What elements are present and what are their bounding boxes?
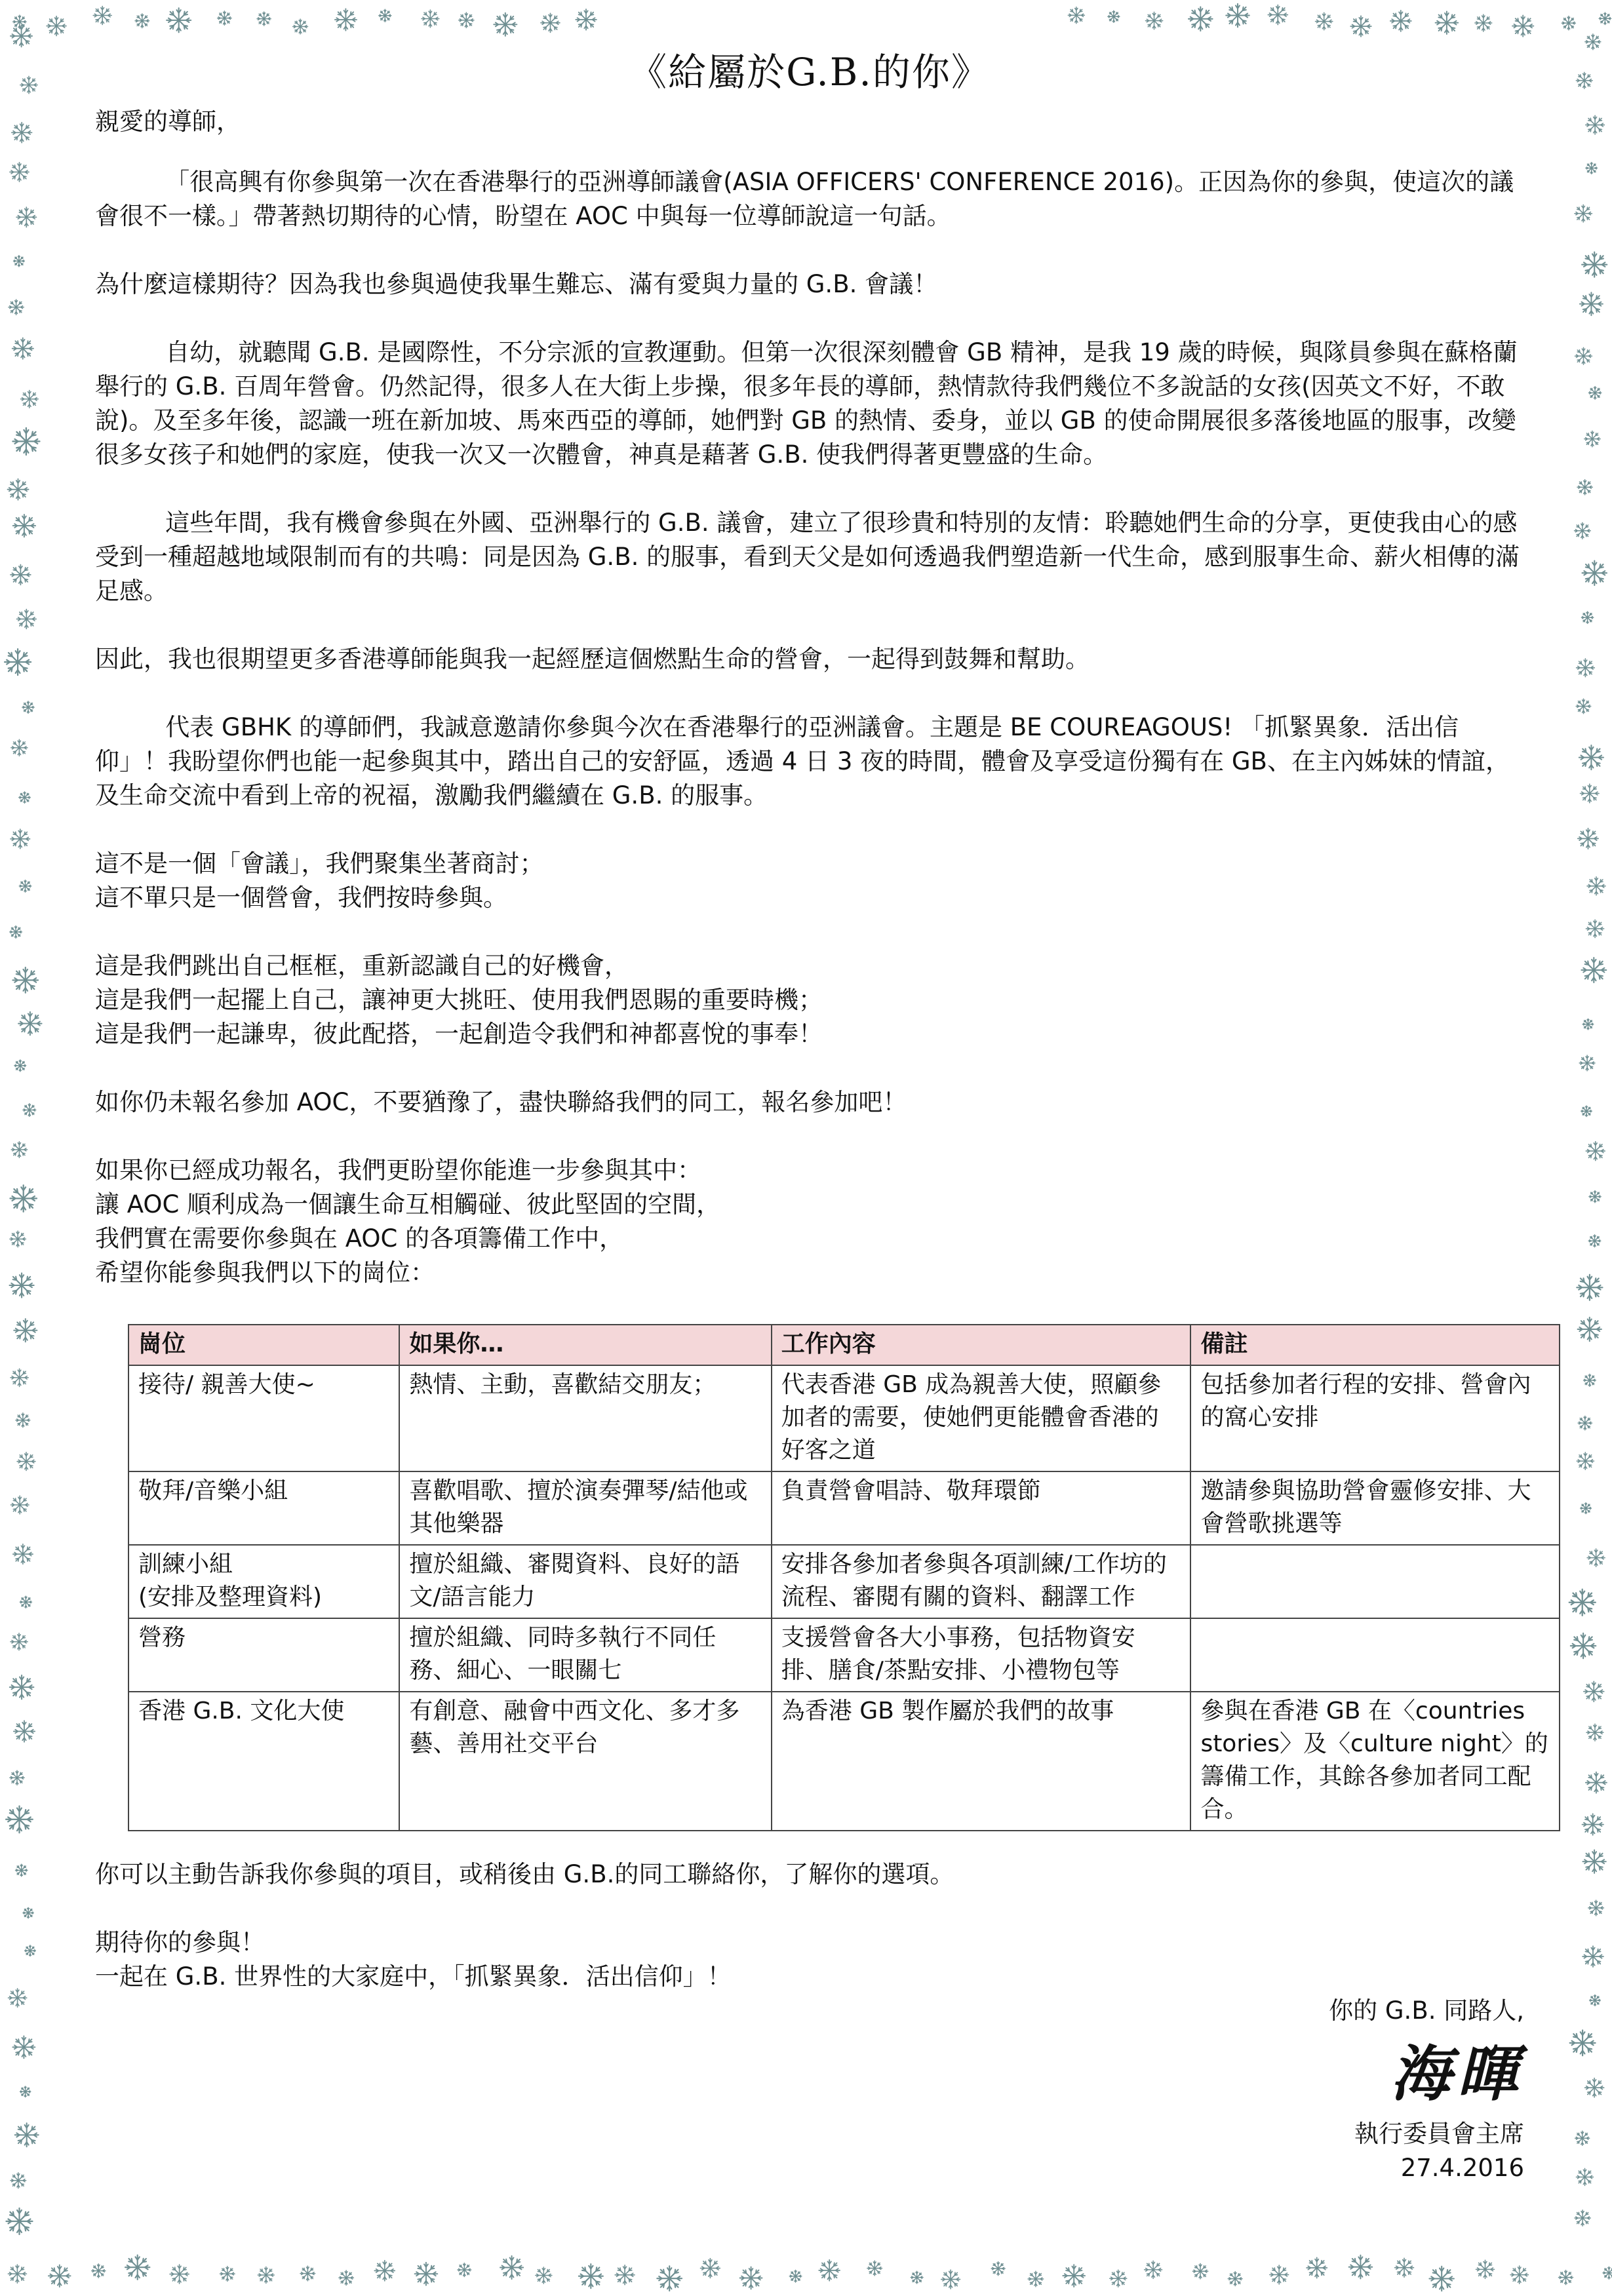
snowflake-icon xyxy=(1575,347,1592,364)
snowflake-icon xyxy=(1586,163,1598,174)
snowflake-icon xyxy=(10,1633,28,1650)
letter-date: 27.4.2016 xyxy=(1400,2154,1524,2182)
snowflake-icon xyxy=(1579,1055,1595,1071)
salutation: 親愛的導師， xyxy=(95,107,241,136)
snowflake-icon xyxy=(257,12,271,26)
table-cell xyxy=(1190,1618,1560,1692)
table-row xyxy=(128,1471,1560,1545)
snowflake-icon xyxy=(1585,2078,1604,2097)
closing-contact: 你可以主動告訴我你參與的項目，或稍後由 G.B.的同工聯絡你，了解你的選項。 xyxy=(95,1860,954,1888)
snowflake-icon xyxy=(379,9,391,22)
snowflake-icon xyxy=(11,1142,27,1158)
snowflake-icon xyxy=(1578,1317,1602,1341)
snowflake-icon xyxy=(15,2123,39,2147)
snowflake-icon xyxy=(12,967,38,993)
snowflake-icon xyxy=(1108,10,1120,22)
snowflake-icon xyxy=(1576,699,1591,713)
snowflake-icon xyxy=(12,428,39,455)
snowflake-icon xyxy=(8,2265,26,2283)
snowflake-icon xyxy=(19,880,31,892)
snowflake-icon xyxy=(1581,1106,1592,1116)
snowflake-icon xyxy=(1575,2210,1590,2226)
paragraph-hope: 因此，我也很期望更多香港導師能與我一起經歷這個燃點生命的營會，一起得到鼓舞和幫助。 xyxy=(95,645,1090,673)
line-positions: 希望你能參與我們以下的崗位： xyxy=(95,1258,435,1287)
snowflake-icon xyxy=(10,926,22,939)
paragraph-register: 如你仍未報名參加 AOC，不要猶豫了，盡快聯絡我們的同工，報名參加吧！ xyxy=(95,1088,907,1116)
header-work: 工作內容 xyxy=(772,1325,1191,1365)
snowflake-icon xyxy=(1583,1946,1603,1967)
snowflake-icon xyxy=(1577,1452,1594,1469)
table-cell: 敬拜/音樂小組 xyxy=(128,1471,399,1545)
snowflake-icon xyxy=(13,515,35,537)
snowflake-icon xyxy=(1226,4,1249,28)
paragraph-years: 這些年間，我有機會參與在外國、亞洲舉行的 G.B. 議會，建立了很珍貴和特別的友情：聆聽她們生命的分享，更使我由心的感受到一種超越地域限制而有的共鳴：同是因為 G.B. 的服事，看到天父是如何透過我們塑造新一代生命，感到服事生命、薪火相傳的滿足感。 xyxy=(95,509,1520,605)
letter-body xyxy=(95,46,1548,2185)
snowflake-icon xyxy=(740,2267,762,2289)
snowflake-icon xyxy=(1584,1681,1604,1702)
snowflake-icon xyxy=(14,1319,37,1342)
snowflake-icon xyxy=(20,2086,31,2097)
snowflake-icon xyxy=(1228,2272,1242,2286)
snowflake-icon xyxy=(23,1907,33,1918)
snowflake-icon xyxy=(1599,12,1611,24)
snowflake-icon xyxy=(10,1675,34,1700)
snowflake-icon xyxy=(1350,16,1371,37)
snowflake-icon xyxy=(1587,877,1605,895)
snowflake-icon xyxy=(1576,2168,1593,2185)
table-cell: 代表香港 GB 成為親善大使，照顧參加者的需要，使她們更能體會香港的好客之道 xyxy=(772,1365,1191,1471)
table-cell: 為香港 GB 製作屬於我們的故事 xyxy=(772,1692,1191,1831)
snowflake-icon xyxy=(1584,1374,1596,1387)
snowflake-icon xyxy=(10,829,30,849)
line-humble: 這是我們一起謙卑，彼此配搭，一起創造令我們和神都喜悅的事奉！ xyxy=(95,1020,823,1048)
snowflake-icon xyxy=(459,12,474,28)
snowflake-icon xyxy=(49,2265,71,2287)
snowflake-icon xyxy=(1578,828,1598,849)
snowflake-icon xyxy=(1578,1416,1592,1430)
snowflake-icon xyxy=(1429,2267,1454,2291)
snowflake-icon xyxy=(1349,2255,1373,2279)
table-cell: 邀請參與協助營會靈修安排、大會營歌挑選等 xyxy=(1190,1471,1560,1545)
snowflake-icon xyxy=(1063,2265,1085,2287)
paragraph-invitation: 「很高興有你參與第一次在香港舉行的亞洲導師議會(ASIA OFFICERS' CONFERENCE 2016)。正因為你的參與，使這次的議會很不一樣。」帶著熱切期待的心情，盼望在 AOC 中與每一位導師說這一句話。 xyxy=(95,168,1514,230)
snowflake-icon xyxy=(9,300,24,315)
closing-expect: 期待你的參與！ xyxy=(95,1928,265,1956)
snowflake-icon xyxy=(1316,12,1333,30)
snowflake-icon xyxy=(576,9,597,30)
snowflake-icon xyxy=(92,2264,106,2278)
snowflake-icon xyxy=(1581,1503,1592,1514)
table-row xyxy=(128,1692,1560,1831)
table-cell: 擅於組織、同時多執行不同任務、細心、一眼關七 xyxy=(399,1618,771,1692)
table-cell: 有創意、融會中西文化、多才多藝、善用社交平台 xyxy=(399,1692,771,1831)
snowflake-icon xyxy=(5,649,31,675)
table-row xyxy=(128,1365,1560,1471)
snowflake-icon xyxy=(1588,387,1601,400)
header-if-you: 如果你… xyxy=(399,1325,771,1365)
snowflake-icon xyxy=(1580,292,1603,315)
snowflake-icon xyxy=(1028,2271,1044,2287)
snowflake-icon xyxy=(13,1544,33,1564)
snowflake-icon xyxy=(1586,1724,1603,1741)
table-cell: 支援營會各大小事務，包括物資安排、膳食/茶點安排、小禮物包等 xyxy=(772,1618,1191,1692)
snowflake-icon xyxy=(11,739,28,756)
snowflake-icon xyxy=(1581,784,1600,803)
snowflake-icon xyxy=(615,2265,635,2285)
snowflake-icon xyxy=(1395,2258,1414,2277)
snowflake-icon xyxy=(14,1060,26,1072)
snowflake-icon xyxy=(10,1185,37,1212)
snowflake-icon xyxy=(7,2208,33,2234)
snowflake-icon xyxy=(536,2267,552,2284)
snowflake-icon xyxy=(22,701,34,713)
snowflake-icon xyxy=(374,2261,395,2281)
snowflake-icon xyxy=(20,1596,31,1608)
snowflake-icon xyxy=(1576,72,1592,88)
snowflake-icon xyxy=(20,76,37,93)
snowflake-icon xyxy=(1189,7,1213,31)
snowflake-icon xyxy=(1583,1814,1604,1835)
snowflake-icon xyxy=(657,2266,682,2291)
table-cell: 香港 G.B. 文化大使 xyxy=(128,1692,399,1831)
table-cell: 營務 xyxy=(128,1618,399,1692)
header-remarks: 備註 xyxy=(1190,1325,1560,1365)
snowflake-icon xyxy=(1436,11,1459,34)
snowflake-icon xyxy=(18,1012,42,1036)
page-title: 《給屬於G.B.的你》 xyxy=(629,50,991,94)
snowflake-icon xyxy=(1270,2265,1289,2284)
snowflake-icon xyxy=(991,2262,1005,2276)
snowflake-icon xyxy=(500,2256,523,2279)
snowflake-icon xyxy=(1586,1142,1605,1161)
line-space: 讓 AOC 順利成為一個讓生命互相觸碰、彼此堅固的空間， xyxy=(95,1190,721,1218)
snowflake-icon xyxy=(1192,2264,1208,2279)
snowflake-icon xyxy=(9,1989,27,2007)
snowflake-icon xyxy=(6,1806,33,1833)
snowflake-icon xyxy=(10,1496,29,1514)
table-cell: 接待/ 親善大使~ xyxy=(128,1365,399,1471)
snowflake-icon xyxy=(220,2267,235,2282)
snowflake-icon xyxy=(789,2270,802,2283)
snowflake-icon xyxy=(1583,561,1607,586)
snowflake-icon xyxy=(819,2260,840,2281)
snowflake-icon xyxy=(1110,2270,1127,2287)
snowflake-icon xyxy=(1586,115,1605,134)
snowflake-icon xyxy=(1145,2261,1162,2278)
snowflake-icon xyxy=(16,1864,28,1877)
snowflake-icon xyxy=(47,16,66,36)
table-cell xyxy=(1190,1545,1560,1618)
snowflake-icon xyxy=(1570,2030,1596,2055)
snowflake-icon xyxy=(16,1413,30,1428)
snowflake-icon xyxy=(19,792,30,803)
snowflake-icon xyxy=(1475,14,1492,31)
snowflake-icon xyxy=(10,1273,34,1297)
snowflake-icon xyxy=(867,2261,882,2276)
snowflake-icon xyxy=(10,1231,26,1247)
snowflake-icon xyxy=(1476,2260,1495,2278)
snowflake-icon xyxy=(941,2270,960,2289)
snowflake-icon xyxy=(300,2266,315,2281)
snowflake-icon xyxy=(1512,15,1533,37)
snowflake-icon xyxy=(1068,7,1084,24)
snowflake-icon xyxy=(1583,1850,1605,1873)
snowflake-icon xyxy=(1590,1995,1601,2006)
table-cell: 安排各參加者參與各項訓練/工作坊的流程、審閱有關的資料、翻譯工作 xyxy=(772,1545,1191,1618)
table-cell: 訓練小組 (安排及整理資料) xyxy=(128,1545,399,1618)
snowflake-icon xyxy=(10,1369,28,1386)
snowflake-icon xyxy=(10,565,31,585)
paragraph-childhood: 自幼，就聽聞 G.B. 是國際性，不分宗派的宣教運動。但第一次很深刻體會 GB 精神，是我 19 歲的時候，與隊員參與在蘇格蘭舉行的 G.B. 百周年營會。仍然記得，很多人在大街上步操，很多年長的導師，熱情款待我們幾位不多說話的女孩(因英文不好，不敢說)。及至多年後，認識一班在新加坡、馬來西亞的導師，她們對 GB 的熱情、委身，並以 GB 的使命開展很多落後地區的服事，改變很多女孩子和她們的家庭，使我一次又一次體會，神真是藉著 G.B. 使我們得著更豐盛的生命。 xyxy=(95,338,1518,469)
snowflake-icon xyxy=(1145,12,1162,29)
snowflake-icon xyxy=(1577,1275,1602,1300)
snowflake-icon xyxy=(911,2271,923,2284)
snowflake-icon xyxy=(17,610,37,629)
snowflake-icon xyxy=(335,9,357,30)
snowflake-icon xyxy=(1587,1549,1605,1566)
snowflake-icon xyxy=(1569,1589,1596,1616)
snowflake-icon xyxy=(13,15,26,28)
snowflake-icon xyxy=(1577,659,1595,677)
signature: 海暉 xyxy=(1390,2038,1524,2109)
snowflake-icon xyxy=(218,11,231,25)
table-cell: 熱情、主動，喜歡結交朋友； xyxy=(399,1365,771,1471)
snowflake-icon xyxy=(23,1104,36,1117)
line-not-meeting: 這不是一個「會議」，我們聚集坐著商討； xyxy=(95,849,544,878)
closing-together: 一起在 G.B. 世界性的大家庭中，「抓緊異象．活出信仰」！ xyxy=(95,1962,732,1991)
header-position: 崗位 xyxy=(128,1325,399,1365)
snowflake-icon xyxy=(541,13,560,32)
snowflake-icon xyxy=(16,207,36,227)
snowflake-icon xyxy=(1603,2267,1612,2279)
snowflake-icon xyxy=(1575,204,1592,222)
snowflake-icon xyxy=(1584,431,1600,447)
snowflake-icon xyxy=(14,256,25,267)
snowflake-icon xyxy=(1583,1019,1594,1030)
snowflake-icon xyxy=(12,2036,35,2058)
snowflake-icon xyxy=(422,10,439,28)
table-row xyxy=(128,1618,1560,1692)
snowflake-icon xyxy=(167,8,191,32)
table-header-row xyxy=(128,1325,1560,1365)
snowflake-icon xyxy=(415,2263,438,2286)
snowflake-icon xyxy=(258,2267,274,2284)
snowflake-icon xyxy=(93,7,111,25)
table-cell: 負責營會唱詩、敬拜環節 xyxy=(772,1471,1191,1545)
snowflake-icon xyxy=(10,2173,26,2189)
snowflake-icon xyxy=(1588,1235,1601,1247)
snowflake-icon xyxy=(1585,34,1601,50)
line-opportunity: 這是我們跳出自己框框，重新認識自己的好機會， xyxy=(95,952,629,980)
snowflake-icon xyxy=(494,13,517,36)
snowflake-icon xyxy=(1579,745,1603,769)
snowflake-icon xyxy=(25,1945,36,1956)
paragraph-theme: 代表 GBHK 的導師們，我誠意邀請你參與今次在香港舉行的亞洲議會。主題是 BE COUREAGOUS! 「抓緊異象．活出信仰」！我盼望你們也能一起參與其中，踏出自己的安舒區，透過 4 日 3 夜的時間，體會及享受這份獨有在 GB、在主內姊妹的情誼，及生命交流中看到上帝的祝福，激勵我們繼續在 G.B. 的服事。 xyxy=(95,713,1510,809)
paragraph-why: 為什麼這樣期待？因為我也參與過使我畢生難忘、滿有愛與力量的 G.B. 會議！ xyxy=(95,270,938,298)
snowflake-icon xyxy=(1390,10,1411,31)
snowflake-icon xyxy=(14,1721,35,1741)
table-cell: 擅於組織、審閱資料、良好的語文/語言能力 xyxy=(399,1545,771,1618)
snowflake-icon xyxy=(1307,2257,1327,2278)
snowflake-icon xyxy=(8,479,29,500)
signer-role: 執行委員會主席 xyxy=(1354,2120,1524,2148)
line-registered: 如果你已經成功報名，我們更盼望你能進一步參與其中： xyxy=(95,1156,701,1184)
table-cell: 包括參加者行程的安排、營會內的窩心安排 xyxy=(1190,1365,1560,1471)
snowflake-icon xyxy=(1581,612,1593,623)
snowflake-icon xyxy=(1589,1191,1601,1203)
snowflake-icon xyxy=(17,1452,35,1471)
snowflake-icon xyxy=(579,2264,603,2288)
line-need: 我們實在需要你參與在 AOC 的各項籌備工作中， xyxy=(95,1224,624,1253)
snowflake-icon xyxy=(1582,252,1607,277)
snowflake-icon xyxy=(1588,1900,1604,1916)
snowflake-icon xyxy=(135,14,149,28)
snowflake-icon xyxy=(21,391,39,408)
line-offer: 這是我們一起擺上自己，讓神更大挑旺、使用我們恩賜的重要時機； xyxy=(95,986,823,1014)
table-cell: 喜歡唱歌、擅於演奏彈琴/結他或其他樂器 xyxy=(399,1471,771,1545)
snowflake-icon xyxy=(10,25,32,47)
line-not-camp: 這不單只是一個營會，我們按時參與。 xyxy=(95,884,507,912)
table-row xyxy=(128,1545,1560,1618)
snowflake-icon xyxy=(1562,16,1575,30)
snowflake-icon xyxy=(339,2270,354,2286)
snowflake-icon xyxy=(125,2255,149,2280)
snowflake-icon xyxy=(12,338,33,359)
closing-companion: 你的 G.B. 同路人, xyxy=(1329,1996,1524,2025)
snowflake-icon xyxy=(170,2265,189,2284)
snowflake-icon xyxy=(10,163,29,182)
snowflake-icon xyxy=(1575,522,1591,539)
snowflake-icon xyxy=(1586,1772,1607,1793)
snowflake-icon xyxy=(701,2259,720,2278)
snowflake-icon xyxy=(1559,2270,1573,2285)
table-cell: 參與在香港 GB 在〈countries stories〉及〈culture night〉的籌備工作，其餘各參加者同工配合。 xyxy=(1190,1692,1560,1831)
snowflake-icon xyxy=(1586,920,1603,937)
snowflake-icon xyxy=(293,19,308,34)
snowflake-icon xyxy=(10,1770,24,1785)
snowflake-icon xyxy=(1581,958,1606,983)
positions-table xyxy=(128,1324,1560,1831)
snowflake-icon xyxy=(1571,1633,1596,1659)
snowflake-icon xyxy=(458,2263,471,2277)
snowflake-icon xyxy=(1577,480,1592,495)
snowflake-icon xyxy=(12,123,32,143)
snowflake-icon xyxy=(1510,2266,1528,2284)
snowflake-icon xyxy=(1575,2131,1590,2145)
snowflake-icon xyxy=(1268,5,1288,25)
